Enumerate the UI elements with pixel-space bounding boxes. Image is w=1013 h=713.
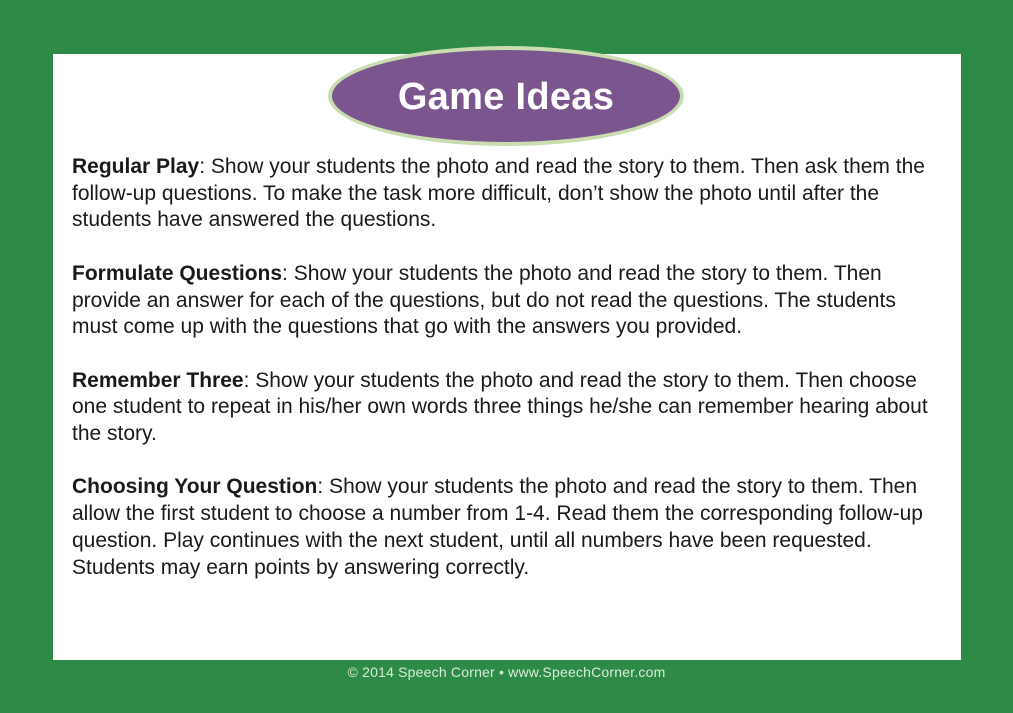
game-ideas-card [53,54,961,660]
game-ideas-list [72,154,942,608]
paragraph-choosing-your-question [72,474,942,581]
paragraph-heading: Remember Three [72,368,244,392]
paragraph-formulate-questions [72,261,942,341]
paragraph-text: : Show your students the photo and read the story to them. Then ask them the follow-up questions. To make the task more difficult, don’t show the photo until after the students have answered the questions. [72,155,925,232]
page-title: Game Ideas [397,75,615,118]
title-badge [328,46,684,146]
paragraph-heading: Choosing Your Question [72,475,318,499]
paragraph-regular-play [72,154,942,234]
paragraph-text: : Show your students the photo and read the story to them. Then choose one student to repeat in his/her own words three things he/she can remember hearing about the story. [72,368,928,445]
paragraph-remember-three [72,368,942,448]
copyright-footer: © 2014 Speech Corner • www.SpeechCorner.com [347,664,666,680]
paragraph-text: : Show your students the photo and read the story to them. Then allow the first student to choose a number from 1-4. Read them the corresponding follow-up question. Play continues with the next student, until all numbers have been requested. Students may earn points by answering correctly. [72,475,923,579]
paragraph-text: : Show your students the photo and read the story to them. Then provide an answer for each of the questions, but do not read the questions. The students must come up with the questions that go with the answers you provided. [72,261,896,339]
paragraph-heading: Formulate Questions [72,261,283,285]
paragraph-heading: Regular Play [72,155,200,178]
